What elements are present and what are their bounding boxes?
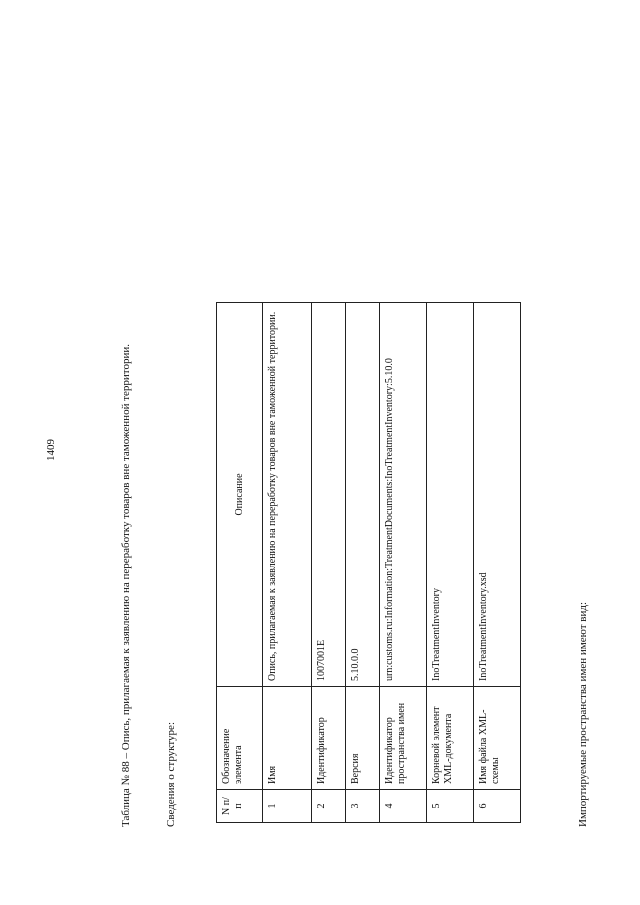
row-num: 2 <box>312 790 346 823</box>
row-num: 6 <box>474 790 521 823</box>
table-row <box>312 303 346 823</box>
row-desc: InoTreatmentInventory <box>427 303 474 687</box>
page-number: 1409 <box>45 439 57 461</box>
row-num: 4 <box>380 790 427 823</box>
row-name: Корневой элемент XML-документа <box>427 687 474 790</box>
table-title: Таблица № 88 – Опись, прилагаемая к заявлению на переработку товаров вне таможенной территории. <box>120 344 132 827</box>
structure-table <box>216 302 521 823</box>
header-name: Обозначение элемента <box>217 687 263 790</box>
structure-caption: Сведения о структуре: <box>165 722 177 827</box>
row-desc: InoTreatmentInventory.xsd <box>474 303 521 687</box>
row-desc: urn:customs.ru:Information:TreatmentDocuments:InoTreatmentInventory:5.10.0 <box>380 303 427 687</box>
table-header-row <box>217 303 263 823</box>
row-name: Версия <box>346 687 380 790</box>
row-name: Идентификатор пространства имен <box>380 687 427 790</box>
table-row <box>427 303 474 823</box>
table-row <box>263 303 312 823</box>
row-name: Идентификатор <box>312 687 346 790</box>
row-desc: 5.10.0.0 <box>346 303 380 687</box>
row-desc: Опись, прилагаемая к заявлению на переработку товаров вне таможенной территории. <box>263 303 312 687</box>
header-num: N п/п <box>217 790 263 823</box>
table-row <box>380 303 427 823</box>
row-num: 5 <box>427 790 474 823</box>
table-row <box>346 303 380 823</box>
row-num: 1 <box>263 790 312 823</box>
row-name: Имя файла XML-схемы <box>474 687 521 790</box>
row-num: 3 <box>346 790 380 823</box>
row-name: Имя <box>263 687 312 790</box>
row-desc: 1007001E <box>312 303 346 687</box>
footer-note: Импортируемые пространства имен имеют вид: <box>577 601 589 827</box>
table-row <box>474 303 521 823</box>
header-desc: Описание <box>217 303 263 687</box>
